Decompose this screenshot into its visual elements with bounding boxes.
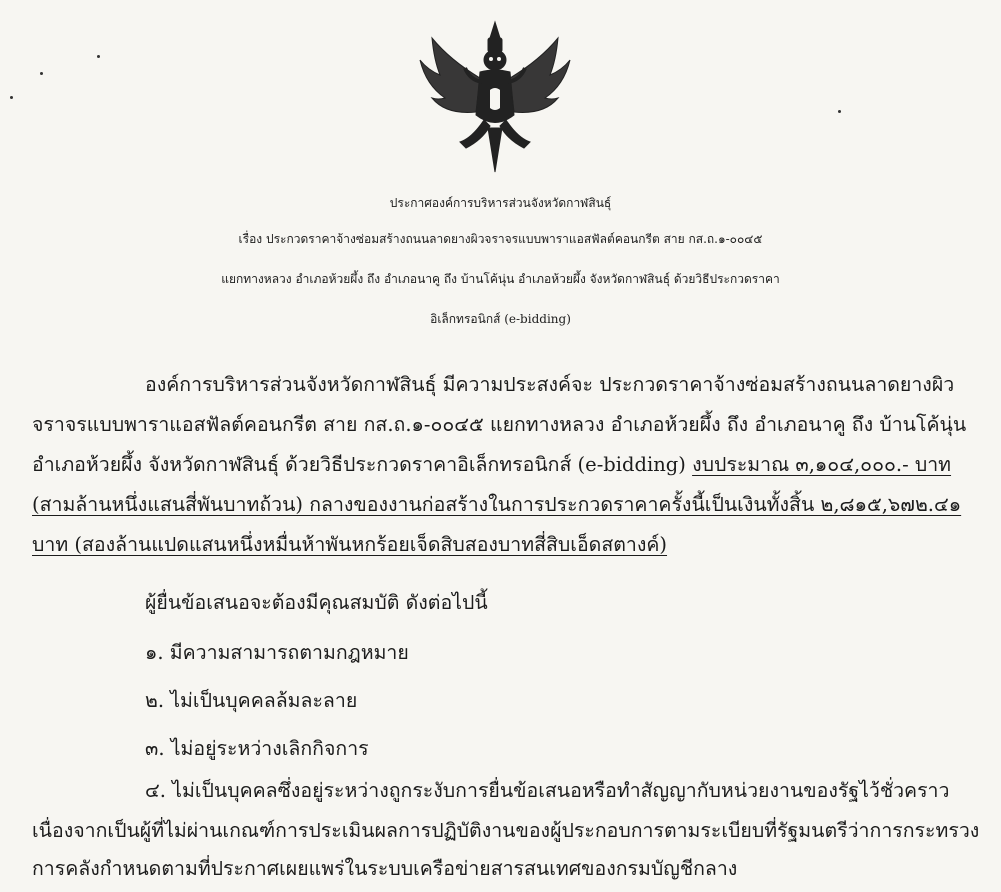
qualification-item-continuation: การคลังกำหนดตามที่ประกาศเผยแพร่ในระบบเครือข่ายสารสนเทศของกรมบัญชีกลาง: [32, 857, 738, 880]
body-paragraph-line: [32, 452, 951, 478]
body-paragraph-line: บาท (สองล้านแปดแสนหนึ่งหมื่นห้าพันหกร้อยเจ็ดสิบสองบาทสี่สิบเอ็ดสตางค์): [32, 533, 668, 556]
qualification-item: ๒. ไม่เป็นบุคคลล้มละลาย: [145, 689, 358, 712]
budget-amount: งบประมาณ ๓,๑๐๔,๐๐๐.- บาท: [692, 453, 952, 476]
qualification-item-continuation: เนื่องจากเป็นผู้ที่ไม่ผ่านเกณฑ์การประเมินผลการปฏิบัติงานของผู้ประกอบการตามระเบียบที่รัฐมนตรีว่าการกระทรวง: [32, 819, 980, 842]
announcement-title: ประกาศองค์การบริหารส่วนจังหวัดกาฬสินธุ์: [389, 196, 612, 210]
qualifications-intro: ผู้ยื่นข้อเสนอจะต้องมีคุณสมบัติ ดังต่อไปนี้: [145, 591, 488, 614]
body-paragraph-line: จราจรแบบพาราแอสฟัลต์คอนกรีต สาย กส.ถ.๑-๐๐๔๕ แยกทางหลวง อำเภอห้วยผึ้ง ถึง อำเภอนาคู ถึง บ้านโค้นุ่น: [32, 413, 967, 436]
garuda-emblem-icon: [410, 20, 580, 175]
qualification-item: ๔. ไม่เป็นบุคคลซึ่งอยู่ระหว่างถูกระงับการยื่นข้อเสนอหรือทำสัญญากับหน่วยงานของรัฐไว้ชั่วคราว: [145, 779, 950, 802]
qualification-item: ๑. มีความสามารถตามกฎหมาย: [145, 641, 409, 664]
scan-speck: [40, 72, 43, 75]
qualification-item: ๓. ไม่อยู่ระหว่างเลิกกิจการ: [145, 737, 369, 760]
body-paragraph-line: (สามล้านหนึ่งแสนสี่พันบาทถ้วน) กลางของงานก่อสร้างในการประกวดราคาครั้งนี้เป็นเงินทั้งสิ้น ๒,๘๑๕,๖๗๒.๔๑: [32, 493, 962, 516]
subject-line: แยกทางหลวง อำเภอห้วยผึ้ง ถึง อำเภอนาคู ถึง บ้านโค้นุ่น อำเภอห้วยผึ้ง จังหวัดกาฬสินธุ์ ด้วยวิธีประกวดราคา: [221, 272, 780, 286]
body-text: อำเภอห้วยผึ้ง จังหวัดกาฬสินธุ์ ด้วยวิธีประกวดราคาอิเล็กทรอนิกส์ (e-bidding): [32, 453, 693, 476]
body-paragraph-line: องค์การบริหารส่วนจังหวัดกาฬสินธุ์ มีความประสงค์จะ ประกวดราคาจ้างซ่อมสร้างถนนลาดยางผิว: [145, 373, 955, 396]
scan-speck: [97, 55, 100, 58]
subject-line: อิเล็กทรอนิกส์ (e-bidding): [430, 312, 571, 326]
scan-speck: [10, 96, 13, 99]
scan-speck: [838, 110, 841, 113]
subject-line: เรื่อง ประกวดราคาจ้างซ่อมสร้างถนนลาดยางผิวจราจรแบบพาราแอสฟัลต์คอนกรีต สาย กส.ถ.๑-๐๐๔๕: [238, 232, 763, 246]
